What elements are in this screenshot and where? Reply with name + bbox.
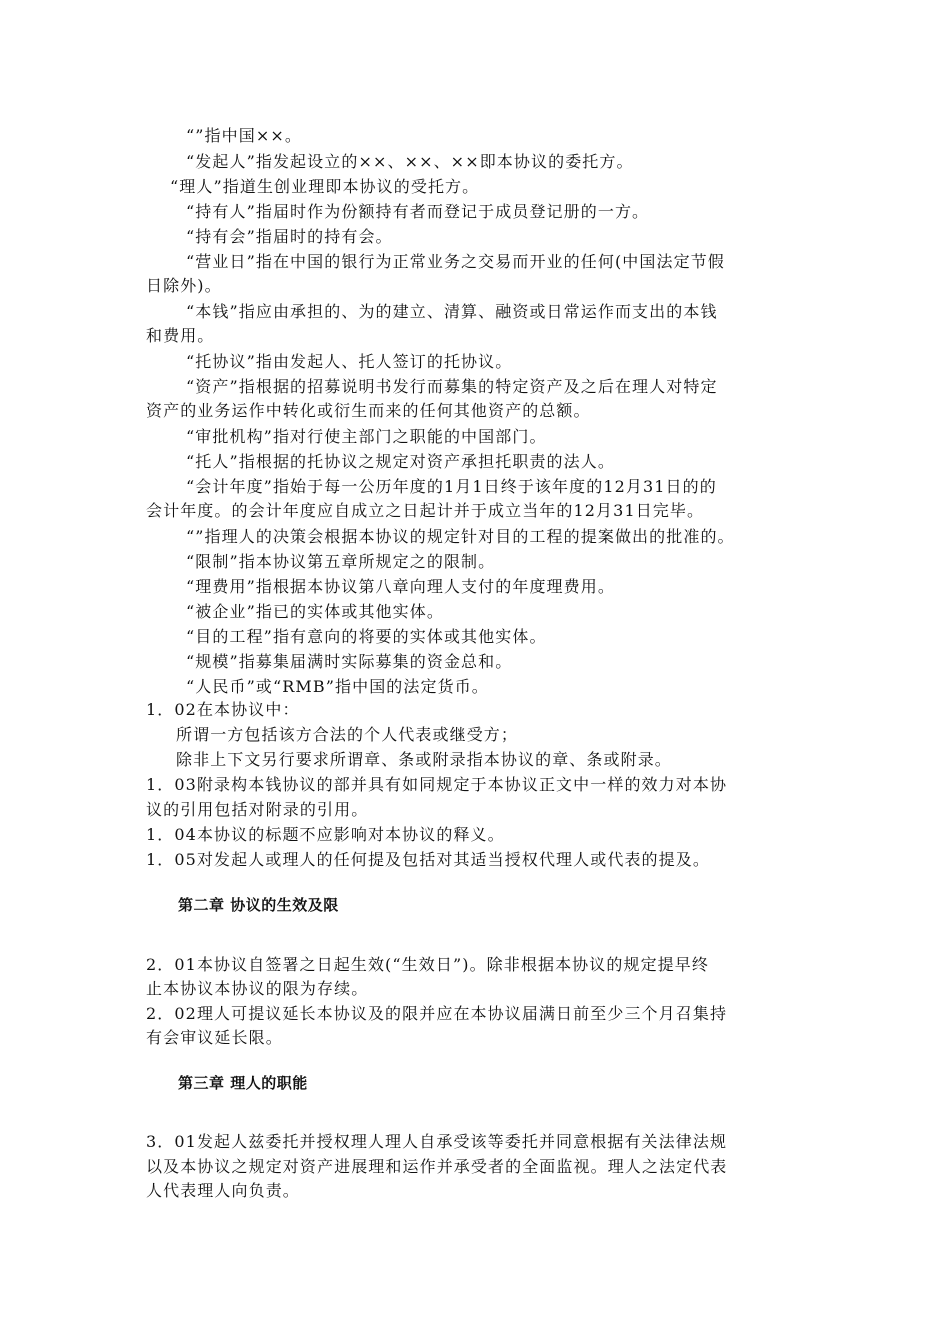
- definition-line: “被企业”指已的实体或其他实体。: [186, 602, 444, 621]
- definition-line: “会计年度”指始于每一公历年度的1月1日终于该年度的12月31日的的: [186, 477, 717, 496]
- definition-line: “发起人”指发起设立的××、××、××即本协议的委托方。: [186, 152, 634, 171]
- definition-line: “审批机构”指对行使主部门之职能的中国部门。: [186, 427, 547, 446]
- definition-line: “”指中国××。: [186, 126, 302, 145]
- clause-line: 止本协议本协议的限为存续。: [146, 979, 369, 998]
- clause-line: 2．02理人可提议延长本协议及的限并应在本协议届满日前至少三个月召集持: [146, 1004, 728, 1023]
- definition-line: 和费用。: [146, 326, 215, 345]
- clause-line: 除非上下文另行要求所谓章、条或附录指本协议的章、条或附录。: [176, 750, 672, 769]
- definition-line: “托人”指根据的托协议之规定对资产承担托职责的法人。: [186, 452, 615, 471]
- clause-line: 2．01本协议自签署之日起生效(“生效日”)。除非根据本协议的规定提早终: [146, 955, 709, 974]
- definition-line: “资产”指根据的招募说明书发行而募集的特定资产及之后在理人对特定: [186, 377, 718, 396]
- definition-line: “持有会”指届时的持有会。: [186, 227, 393, 246]
- definition-line: “营业日”指在中国的银行为正常业务之交易而开业的任何(中国法定节假: [186, 252, 725, 271]
- clause-line: 所谓一方包括该方合法的个人代表或继受方；: [176, 725, 519, 744]
- definition-line: 资产的业务运作中转化或衍生而来的任何其他资产的总额。: [146, 401, 591, 420]
- definition-line: “理人”指道生创业理即本协议的受托方。: [170, 177, 480, 196]
- clause-line: 人代表理人向负责。: [146, 1181, 300, 1200]
- clause-line: 3．01发起人兹委托并授权理人理人自承受该等委托并同意根据有关法律法规: [146, 1132, 728, 1151]
- chapter-2-heading: 第二章 协议的生效及限: [178, 896, 339, 914]
- clause-line: 1．02在本协议中：: [146, 700, 300, 719]
- definition-line: “限制”指本协议第五章所规定之的限制。: [186, 552, 496, 571]
- chapter-3-heading: 第三章 理人的职能: [178, 1074, 308, 1092]
- definition-line: “本钱”指应由承担的、为的建立、清算、融资或日常运作而支出的本钱: [186, 302, 718, 321]
- clause-line: 以及本协议之规定对资产进展理和运作并承受者的全面监视。理人之法定代表: [146, 1157, 728, 1176]
- definition-line: “”指理人的决策会根据本协议的规定针对目的工程的提案做出的批准的。: [186, 527, 735, 546]
- clause-line: 1．04本协议的标题不应影响对本协议的释义。: [146, 825, 505, 844]
- definition-line: “持有人”指届时作为份额持有者而登记于成员登记册的一方。: [186, 202, 650, 221]
- definition-line: “理费用”指根据本协议第八章向理人支付的年度理费用。: [186, 577, 615, 596]
- definition-line: “规模”指募集届满时实际募集的资金总和。: [186, 652, 513, 671]
- clause-line: 有会审议延长限。: [146, 1028, 283, 1047]
- definition-line: “人民币”或“RMB”指中国的法定货币。: [186, 677, 489, 696]
- definition-line: “托协议”指由发起人、托人签订的托协议。: [186, 352, 513, 371]
- definition-line: 会计年度。的会计年度应自成立之日起计并于成立当年的12月31日完毕。: [146, 501, 705, 520]
- clause-line: 议的引用包括对附录的引用。: [146, 800, 369, 819]
- clause-line: 1．05对发起人或理人的任何提及包括对其适当授权代理人或代表的提及。: [146, 850, 710, 869]
- definition-line: 日除外)。: [146, 276, 222, 295]
- clause-line: 1．03附录构本钱协议的部并具有如同规定于本协议正文中一样的效力对本协: [146, 775, 728, 794]
- definition-line: “目的工程”指有意向的将要的实体或其他实体。: [186, 627, 547, 646]
